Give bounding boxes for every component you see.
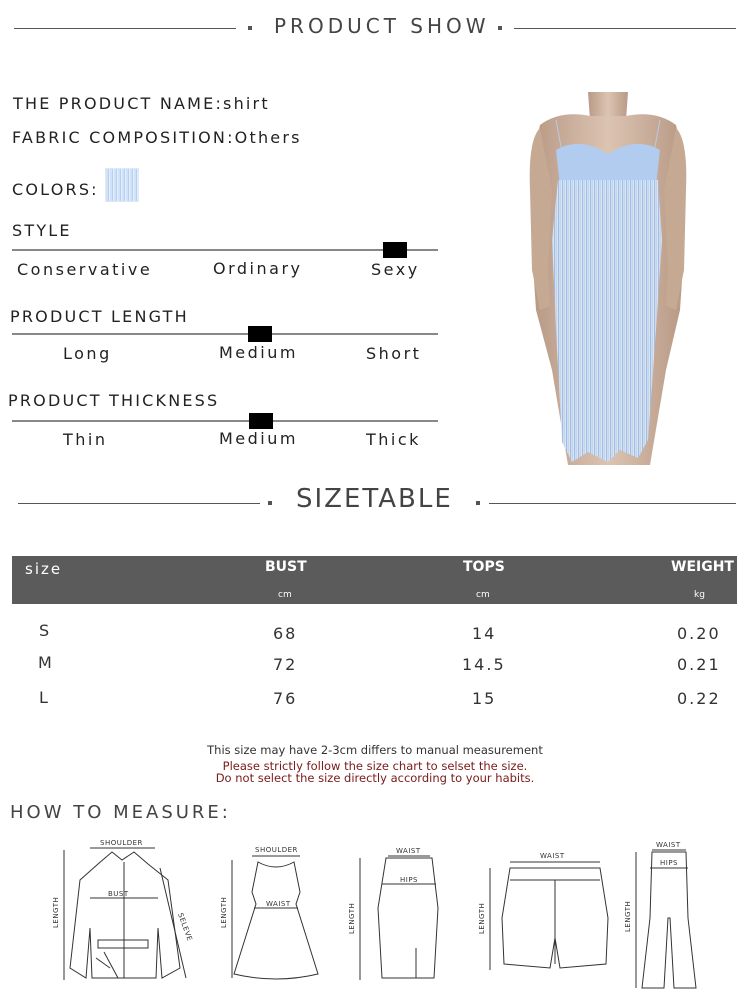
unit-tops: cm [476,590,490,600]
sizetable-title: SIZETABLE [296,484,453,514]
flare-pants-diagram [636,850,696,988]
label-sleeve: SELEVE [176,911,194,943]
measure-diagrams [0,828,750,1000]
cell-tops: 14.5 [462,655,506,674]
column-header-bust: BUST [265,559,307,575]
thickness-option: Thin [63,430,108,449]
pencil-skirt-diagram [360,856,438,980]
cell-bust: 68 [273,624,298,643]
thickness-option: Medium [219,429,298,448]
cell-bust: 72 [273,655,298,674]
thickness-marker [249,413,273,429]
size-table-header-row [12,556,737,604]
cell-size: S [39,621,52,640]
header-dot-right [498,26,502,30]
cell-weight: 0.22 [677,689,721,708]
label-length: LENGTH [348,902,356,934]
header-rule-left [14,28,236,29]
label-shoulder: SHOULDER [255,846,298,854]
cell-tops: 14 [472,624,497,643]
column-header-tops: TOPS [463,559,505,575]
cell-tops: 15 [472,689,497,708]
style-option: Sexy [371,260,420,279]
shirt-diagram [64,848,186,980]
label-bust: BUST [108,890,129,898]
label-waist: WAIST [540,852,565,860]
length-option: Short [366,344,422,363]
label-hips: HIPS [400,876,418,884]
header-dot-left [248,26,252,30]
style-scale [12,249,438,251]
label-waist: WAIST [656,841,681,849]
shorts-diagram [490,862,608,970]
unit-weight: kg [694,590,705,600]
label-length: LENGTH [624,900,632,932]
label-waist: WAIST [266,900,291,908]
length-scale [12,333,438,335]
label-length: LENGTH [220,896,228,928]
length-marker [248,326,272,342]
label-length: LENGTH [478,902,486,934]
sizetable-rule-left [18,503,260,504]
style-title: STYLE [12,221,72,240]
style-marker [383,242,407,258]
length-title: PRODUCT LENGTH [10,307,189,326]
cell-size: M [38,653,54,672]
label-shoulder: SHOULDER [100,839,143,847]
column-header-weight: WEIGHT [671,559,734,575]
sizetable-rule-right [489,503,736,504]
thickness-option: Thick [366,430,421,449]
cell-weight: 0.20 [677,624,721,643]
label-length: LENGTH [52,896,60,928]
mannequin-image [470,70,750,470]
size-note: This size may have 2-3cm differs to manual measurement [207,743,543,757]
style-option: Conservative [17,260,153,279]
cell-weight: 0.21 [677,655,721,674]
cell-bust: 76 [273,689,298,708]
size-warning: Please strictly follow the size chart to selset the size. [222,759,528,773]
color-swatch[interactable] [105,168,139,202]
dress-diagram [232,856,318,979]
style-option: Ordinary [213,259,303,278]
fabric-composition: FABRIC COMPOSITION:Others [12,128,302,147]
product-name: THE PRODUCT NAME:shirt [13,94,270,113]
thickness-title: PRODUCT THICKNESS [8,391,220,410]
unit-bust: cm [278,590,292,600]
header-rule-right [514,28,736,29]
how-to-measure-title: HOW TO MEASURE: [10,802,231,823]
label-hips: HIPS [660,859,678,867]
column-header-size: size [25,560,63,578]
sizetable-dot-left [268,501,272,505]
product-photo [470,70,750,470]
sizetable-dot-right [476,501,480,505]
cell-size: L [39,688,50,707]
size-warning: Do not select the size directly according to your habits. [215,771,535,785]
thickness-scale [12,420,438,422]
section-title: PRODUCT SHOW [274,14,490,38]
length-option: Long [63,344,112,363]
length-option: Medium [219,343,298,362]
colors-label: COLORS: [12,180,99,199]
label-waist: WAIST [396,847,421,855]
